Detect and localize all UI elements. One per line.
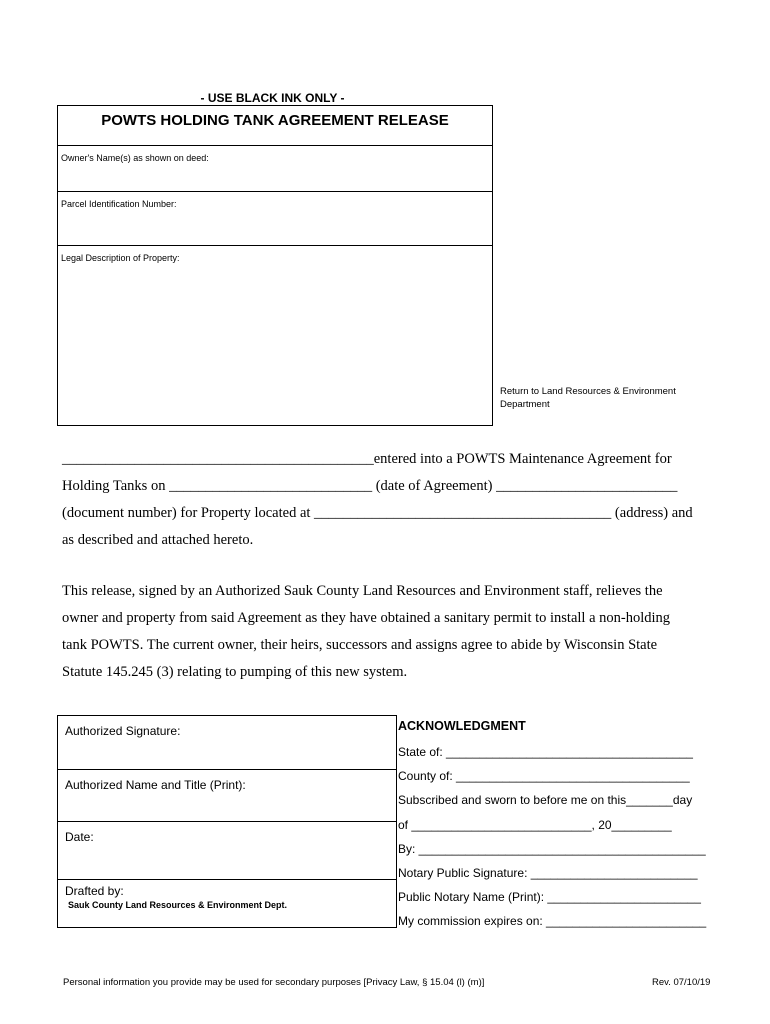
date-label: Date:	[65, 830, 94, 844]
revision-date: Rev. 07/10/19	[652, 977, 711, 988]
authorized-signature-field[interactable]	[58, 716, 396, 770]
authorized-name-label: Authorized Name and Title (Print):	[65, 778, 246, 792]
drafted-by-department: Sauk County Land Resources & Environment Dept.	[68, 900, 288, 910]
release-paragraph	[62, 578, 732, 686]
subscribed-field[interactable]: Subscribed and sworn to before me on this_______day	[398, 793, 693, 808]
release-line: tank POWTS. The current owner, their heirs, successors and assigns agree to abide by Wisconsin State	[62, 637, 658, 653]
by-field[interactable]: By: ___________________________________________	[398, 841, 706, 856]
notary-name-field[interactable]: Public Notary Name (Print): _______________________	[398, 890, 701, 905]
owner-name-field[interactable]	[58, 146, 492, 192]
privacy-notice: Personal information you provide may be used for secondary purposes [Privacy Law, § 15.04 (l) (m)]	[63, 977, 485, 988]
drafted-by-label: Drafted by:	[65, 884, 124, 898]
release-line: Statute 145.245 (3) relating to pumping of this new system.	[62, 664, 408, 680]
agreement-line[interactable]: ___________________________________________entered into a POWTS Maintenance Agreement for	[62, 451, 672, 467]
notary-signature-field[interactable]: Notary Public Signature: _________________________	[398, 865, 698, 880]
commission-expiry-field[interactable]: My commission expires on: ________________________	[398, 914, 707, 929]
agreement-paragraph	[62, 446, 732, 554]
drafted-by-section	[58, 880, 396, 928]
ink-instruction: - USE BLACK INK ONLY -	[200, 91, 345, 105]
authorized-name-field[interactable]	[58, 770, 396, 822]
release-line: owner and property from said Agreement as they have obtained a sanitary permit to install a non-holding	[62, 610, 671, 626]
agreement-line: as described and attached hereto.	[62, 532, 254, 548]
signature-box	[57, 715, 397, 928]
state-field[interactable]: State of: _____________________________________	[398, 745, 693, 759]
owner-name-label: Owner's Name(s) as shown on deed:	[61, 153, 209, 163]
return-note-line: Return to Land Resources & Environment	[500, 386, 676, 397]
authorized-signature-label: Authorized Signature:	[65, 724, 181, 738]
legal-description-label: Legal Description of Property:	[61, 253, 180, 263]
release-line: This release, signed by an Authorized Sauk County Land Resources and Environment staff, relieves the	[62, 583, 663, 599]
agreement-line[interactable]: (document number) for Property located at _________________________________________ (address) and	[62, 505, 693, 521]
property-info-box	[57, 105, 493, 426]
legal-description-field[interactable]	[58, 246, 492, 426]
month-year-field[interactable]: of ___________________________, 20_________	[398, 817, 672, 832]
return-address-note	[500, 385, 700, 411]
date-field[interactable]	[58, 822, 396, 880]
return-note-line: Department	[500, 399, 550, 410]
acknowledgment-section	[398, 718, 728, 938]
county-field[interactable]: County of: ___________________________________	[398, 769, 690, 784]
agreement-line[interactable]: Holding Tanks on ____________________________ (date of Agreement) _________________________	[62, 478, 678, 494]
parcel-id-field[interactable]	[58, 192, 492, 246]
acknowledgment-title: ACKNOWLEDGMENT	[398, 719, 526, 733]
form-title: POWTS HOLDING TANK AGREEMENT RELEASE	[58, 106, 492, 146]
parcel-id-label: Parcel Identification Number:	[61, 199, 177, 209]
